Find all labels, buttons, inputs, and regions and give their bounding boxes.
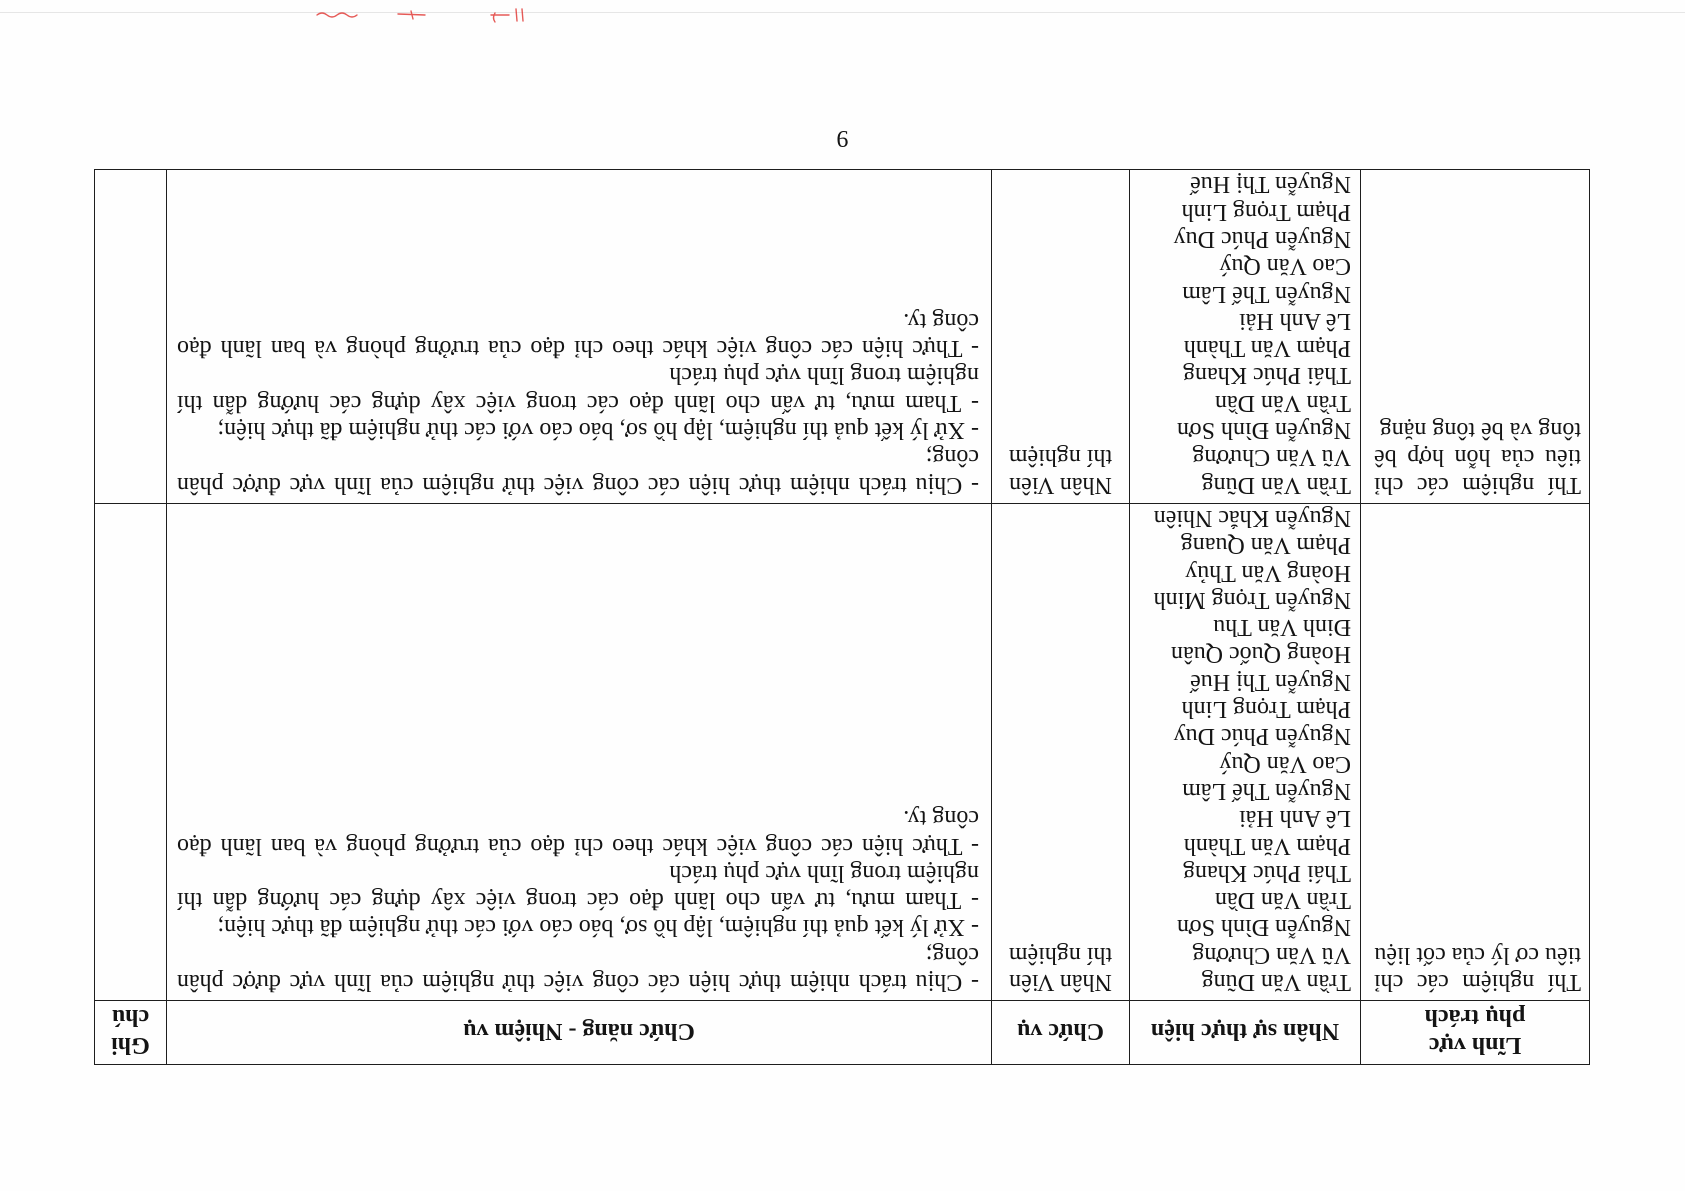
personnel-name: Lê Anh Hải: [1239, 805, 1351, 832]
duty-line: - Chịu trách nhiệm thực hiện các công việc thử nghiệm của lĩnh vực được phân: [177, 969, 979, 995]
duties-cell: [167, 503, 992, 1000]
duty-item: [177, 913, 979, 940]
header-note-line: chú: [111, 1004, 150, 1031]
header-field-line: phụ trách: [1424, 1004, 1526, 1031]
personnel-name: Trần Văn Dũng: [1201, 969, 1351, 995]
duty-item: [177, 443, 979, 498]
duty-line: nghiệm trong lĩnh vực phụ trách: [669, 362, 979, 389]
duties-cell: [167, 170, 992, 504]
personnel-name: Nguyễn Đình Sơn: [1176, 417, 1351, 444]
header-note: [95, 1001, 167, 1065]
duty-line: - Tham mưu, tư vấn cho lãnh đạo các trong việc xây dựng các hướng dẫn thí: [177, 389, 979, 416]
personnel-name: Cao Văn Quý: [1219, 253, 1351, 280]
duty-item: [177, 361, 979, 416]
personnel-name: Nguyễn Trọng Minh: [1153, 586, 1351, 613]
table-row: [95, 503, 1590, 1000]
personnel-name: Trần Văn Dần: [1215, 887, 1351, 914]
personnel-name: Nguyễn Thế Lâm: [1182, 777, 1351, 804]
personnel-name: Nguyễn Phúc Duy: [1173, 225, 1351, 252]
personnel-name: Nguyễn Khắc Nhiên: [1153, 504, 1351, 531]
duty-line: - Thực hiện các công việc khác theo chỉ đạo của trưởng phòng và ban lãnh đạo: [177, 832, 979, 859]
duty-item: [177, 307, 979, 362]
note-cell: [95, 503, 167, 1000]
field-line: Thí nghiệm các chỉ: [1374, 969, 1581, 995]
duty-line: - Thực hiện các công việc khác theo chỉ đạo của trưởng phòng và ban lãnh đạo: [177, 335, 979, 362]
duty-item: [177, 804, 979, 859]
header-duties: Chức năng - Nhiệm vụ: [167, 1001, 992, 1065]
personnel-name: Hoàng Văn Thủy: [1185, 559, 1351, 586]
personnel-name: Lê Anh Hải: [1239, 307, 1351, 334]
personnel-cell: [1130, 170, 1361, 504]
duty-line: - Xử lý kết quả thí nghiệm, lập hồ sơ, báo cáo với các thử nghiệm đã thực hiện;: [217, 914, 979, 941]
position-cell: [992, 170, 1130, 504]
personnel-name: Nguyễn Đình Sơn: [1176, 914, 1351, 941]
field-cell: [1361, 170, 1590, 504]
personnel-name: Trần Văn Dũng: [1201, 471, 1351, 498]
responsibility-table: [94, 169, 1590, 1065]
position-line: Nhân Viên: [1009, 969, 1112, 995]
header-field: [1361, 1001, 1590, 1065]
duty-line: - Tham mưu, tư vấn cho lãnh đạo các trong việc xây dựng các hướng dẫn thí: [177, 887, 979, 914]
duty-line: công ty.: [903, 805, 979, 832]
field-line: tiêu cơ lý của cốt liệu: [1374, 941, 1581, 968]
table-row: [95, 170, 1590, 504]
duty-item: [177, 859, 979, 914]
field-cell: [1361, 503, 1590, 1000]
personnel-name: Trần Văn Dần: [1215, 389, 1351, 416]
personnel-name: Hoàng Quốc Quân: [1171, 641, 1351, 668]
personnel-name: Nguyễn Phúc Duy: [1173, 723, 1351, 750]
field-line: tông và bê tông nặng: [1379, 417, 1581, 444]
personnel-name: Phạm Trọng Linh: [1181, 696, 1351, 723]
page-number: 9: [836, 125, 849, 151]
personnel-name: Vũ Văn Chương: [1192, 941, 1351, 968]
duty-item: [177, 416, 979, 443]
position-line: thí nghiệm: [1008, 941, 1113, 968]
header-personnel: Nhân sự thực hiện: [1130, 1001, 1361, 1065]
personnel-name: Phạm Văn Quang: [1180, 532, 1351, 559]
position-line: Nhân Viên: [1009, 471, 1112, 498]
header-note-line: Ghi: [111, 1031, 150, 1058]
scan-edge-line: [0, 12, 1685, 13]
field-line: tiêu của hỗn hợp bê: [1374, 444, 1581, 471]
position-cell: [992, 503, 1130, 1000]
personnel-name: Đinh Văn Thu: [1213, 614, 1351, 641]
field-line: Thí nghiệm các chỉ: [1374, 471, 1581, 498]
stamp-fragment-marks: [300, 3, 535, 27]
duty-line: công;: [925, 941, 979, 968]
personnel-name: Nguyễn Thị Huế: [1190, 668, 1351, 695]
personnel-name: Phạm Trọng Linh: [1181, 198, 1351, 225]
personnel-name: Phạm Văn Thành: [1183, 832, 1351, 859]
duty-line: công ty.: [903, 307, 979, 334]
duty-line: - Xử lý kết quả thí nghiệm, lập hồ sơ, báo cáo với các thử nghiệm đã thực hiện;: [217, 417, 979, 444]
duty-item: [177, 940, 979, 995]
duty-line: nghiệm trong lĩnh vực phụ trách: [669, 859, 979, 886]
personnel-name: Phạm Văn Thành: [1183, 335, 1351, 362]
header-position: Chức vụ: [992, 1001, 1130, 1065]
personnel-name: Thái Phúc Khang: [1183, 362, 1351, 389]
duty-line: - Chịu trách nhiệm thực hiện các công việc thử nghiệm của lĩnh vực được phân: [177, 471, 979, 498]
table-header-row: [95, 1001, 1590, 1065]
personnel-name: Thái Phúc Khang: [1183, 859, 1351, 886]
duty-line: công;: [925, 444, 979, 471]
personnel-name: Nguyễn Thị Huế: [1190, 171, 1351, 198]
personnel-name: Cao Văn Quý: [1219, 750, 1351, 777]
personnel-cell: [1130, 503, 1361, 1000]
personnel-name: Nguyễn Thế Lâm: [1182, 280, 1351, 307]
position-line: thí nghiệm: [1008, 444, 1113, 471]
header-field-line: Lĩnh vực: [1428, 1031, 1522, 1058]
note-cell: [95, 170, 167, 504]
personnel-name: Vũ Văn Chương: [1192, 444, 1351, 471]
